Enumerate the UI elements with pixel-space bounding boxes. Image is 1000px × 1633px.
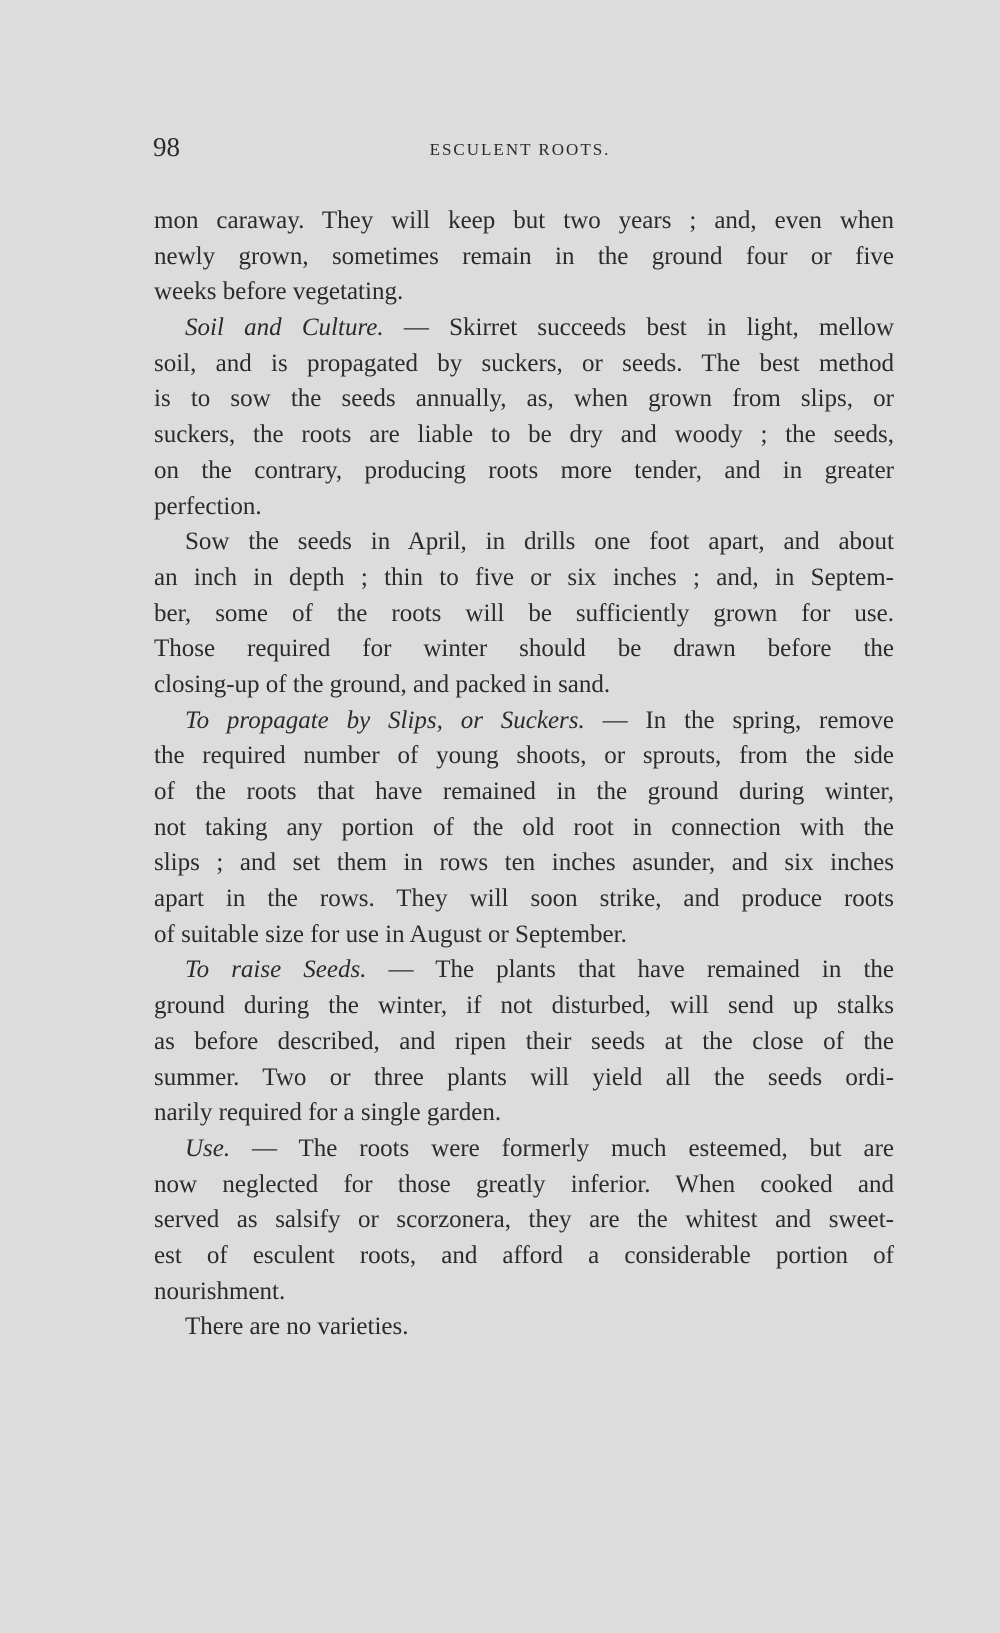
- text-line: [154, 1024, 894, 1060]
- italic-heading: To propagate by Slips, or Suckers.: [185, 706, 585, 734]
- line-text: summer. Two or three plants will yield all the seeds ordi-: [154, 1063, 894, 1091]
- text-line: [154, 274, 894, 310]
- line-text: weeks before vegetating.: [154, 278, 404, 306]
- line-text: is to sow the seeds annually, as, when grown from slips, or: [154, 385, 894, 413]
- line-text: Those required for winter should be drawn before the: [154, 635, 894, 663]
- line-text: nourishment.: [154, 1277, 286, 1305]
- text-line: [154, 453, 894, 489]
- text-line: [154, 596, 894, 632]
- line-text: est of esculent roots, and afford a considerable portion of: [154, 1241, 894, 1269]
- line-text: — In the spring, remove: [584, 706, 894, 734]
- italic-heading: To raise Seeds.: [185, 956, 367, 984]
- text-line: [154, 631, 894, 667]
- line-text: on the contrary, producing roots more tender, and in greater: [154, 456, 894, 484]
- line-text: newly grown, sometimes remain in the ground four or five: [154, 242, 894, 270]
- text-line: [154, 524, 894, 560]
- line-text: as before described, and ripen their seeds at the close of the: [154, 1027, 894, 1055]
- line-text: There are no varieties.: [185, 1313, 409, 1341]
- text-line: [154, 560, 894, 596]
- text-line: [154, 774, 894, 810]
- text-line: [154, 346, 894, 382]
- line-text: now neglected for those greatly inferior. When cooked and: [154, 1170, 894, 1198]
- line-text: not taking any portion of the old root in connection with the: [154, 813, 894, 841]
- line-text: suckers, the roots are liable to be dry and woody ; the seeds,: [154, 421, 894, 449]
- page-body-text: [154, 203, 894, 1345]
- text-line: [154, 1131, 894, 1167]
- text-line: [154, 1095, 894, 1131]
- line-text: apart in the rows. They will soon strike, and produce roots: [154, 885, 894, 913]
- line-text: of the roots that have remained in the ground during winter,: [154, 778, 894, 805]
- line-text: narily required for a single garden.: [154, 1099, 502, 1127]
- text-line: [154, 845, 894, 881]
- line-text: the required number of young shoots, or sprouts, from the side: [154, 742, 894, 770]
- line-text: ber, some of the roots will be sufficiently grown for use.: [154, 599, 894, 627]
- text-line: [154, 203, 894, 239]
- line-text: Sow the seeds in April, in drills one foot apart, and about: [185, 528, 894, 556]
- text-line: [154, 952, 894, 988]
- line-text: soil, and is propagated by suckers, or seeds. The best method: [154, 349, 894, 377]
- line-text: — The plants that have remained in the: [366, 956, 894, 984]
- text-line: [154, 239, 894, 275]
- line-text: mon caraway. They will keep but two years ; and, even when: [154, 207, 894, 234]
- page-number: 98: [153, 132, 180, 162]
- line-text: slips ; and set them in rows ten inches asunder, and six inches: [154, 849, 894, 877]
- text-line: [154, 417, 894, 453]
- text-line: [154, 1238, 894, 1274]
- running-title: ESCULENT ROOTS.: [429, 140, 611, 159]
- line-text: served as salsify or scorzonera, they are the whitest and sweet-: [154, 1206, 894, 1234]
- text-line: [154, 1060, 894, 1096]
- text-line: [154, 489, 894, 525]
- text-line: [154, 1202, 894, 1238]
- line-text: of suitable size for use in August or September.: [154, 920, 627, 948]
- line-text: — Skirret succeeds best in light, mellow: [383, 314, 894, 342]
- line-text: closing-up of the ground, and packed in sand.: [154, 670, 611, 698]
- line-text: — The roots were formerly much esteemed, but are: [230, 1134, 894, 1162]
- text-line: [154, 881, 894, 917]
- text-line: [154, 1167, 894, 1203]
- text-line: [154, 1274, 894, 1310]
- text-line: [154, 810, 894, 846]
- italic-heading: Soil and Culture.: [185, 314, 384, 342]
- line-text: an inch in depth ; thin to five or six inches ; and, in Septem-: [154, 563, 894, 591]
- italic-heading: Use.: [185, 1134, 231, 1162]
- text-line: [154, 667, 894, 703]
- text-line: [154, 1309, 894, 1345]
- line-text: perfection.: [154, 492, 262, 520]
- text-line: [154, 310, 894, 346]
- text-line: [154, 703, 894, 739]
- text-line: [154, 381, 894, 417]
- line-text: ground during the winter, if not disturbed, will send up stalks: [154, 992, 894, 1020]
- text-line: [154, 738, 894, 774]
- text-line: [154, 917, 894, 953]
- text-line: [154, 988, 894, 1024]
